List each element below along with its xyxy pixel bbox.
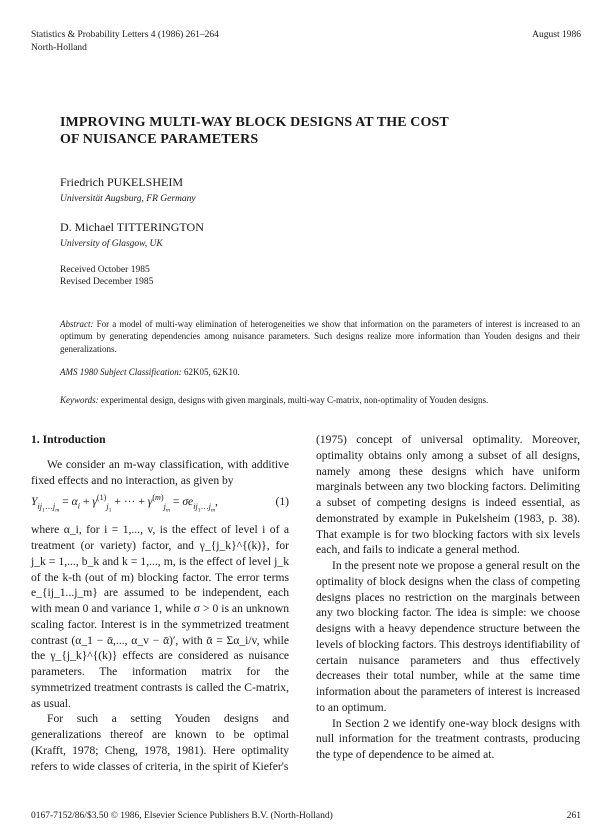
paper-title-line-2: OF NUISANCE PARAMETERS bbox=[60, 132, 259, 147]
intro-paragraph-4: (1975) concept of universal optimality. Moreover, optimality obtains only among a subset of all designs, namely among these designs which have uniform marginals between any two blocking factors. Delimiting a subset of competing designs is indeed essential, as demonstrated by example in Pukelsheim (1983, p. 38). That example is for two blocking factors with six levels each, and fails to indicate a general method. bbox=[316, 433, 580, 557]
intro-paragraph-2: where α_i, for i = 1,..., v, is the effect of level i of a treatment (or variety) factor, and γ_{j_k}^{(k)}, for j_k = 1,..., b_k and k = 1,..., m, is the effect of level j_k of the k-th (out of m) blocking factor. The error terms e_{ij_1...j_m} are assumed to be independent, each with mean 0 and variance 1, while σ > 0 is an unknown scaling factor. Interest is in the symmetrized treatment contrast (α_1 − ᾱ,..., α_v − ᾱ)′, with ᾱ = Σα_i/v, while the γ_{j_k}^{(k)} effects are considered as nuisance parameters. The information matrix for the symmetrized treatment contrasts is called the C-matrix, as usual. bbox=[31, 523, 289, 710]
intro-paragraph-6: In Section 2 we identify one-way block designs with null information for the treatment contrasts, producing the type of dependence to be aimed at. bbox=[316, 716, 580, 761]
keywords-text: experimental design, designs with given marginals, multi-way C-matrix, non-optimality of Youden designs. bbox=[100, 395, 489, 405]
abstract-text: For a model of multi-way elimination of heterogeneities we show that information on the parameters of interest is increased to an optimum by generating dependencies among nuisance parameters. Such designs realize more information than Youden designs and their generalizations. bbox=[60, 319, 580, 354]
revised-date: Revised December 1985 bbox=[60, 277, 154, 287]
author-2-affiliation: University of Glasgow, UK bbox=[60, 239, 163, 249]
keywords-label: Keywords: bbox=[60, 395, 99, 405]
received-date: Received October 1985 bbox=[60, 265, 150, 275]
publisher: North-Holland bbox=[31, 43, 87, 53]
section-heading: 1. Introduction bbox=[31, 433, 106, 446]
issue-date: August 1986 bbox=[532, 30, 581, 40]
intro-paragraph-1: We consider an m-way classification, with additive fixed effects and no interaction, as given by bbox=[31, 457, 289, 487]
ams-label: AMS 1980 Subject Classification: bbox=[60, 367, 182, 377]
equation-1: $Y_{ij_1\dots j_m} = \alpha_i + \gamma^{(1)}_{j_1}$ + ··· + $\gamma^{(m)}_{j_m} = \sigma e_{ij_1\dots j_m}$, (1) bbox=[31, 493, 289, 514]
author-1-name: Friedrich PUKELSHEIM bbox=[60, 175, 183, 189]
intro-paragraph-3: For such a setting Youden designs and generalizations thereof are known to be optimal (Krafft, 1978; Cheng, 1978, 1981). Here optimality refers to wide classes of criteria, in the spirit of Kiefer's bbox=[31, 712, 289, 773]
intro-paragraph-5: In the present note we propose a general result on the optimality of block designs when the class of competing designs places no restriction on the marginals between any two blocking factor. The idea is simple: we choose designs with a heavy dependence structure between the levels of blocking factors. This destroys identifiability of certain nuisance parameters and thus effectively decreases their total number, while at the same time information about the parameters of interest is increased to an optimum. bbox=[316, 559, 580, 714]
abstract bbox=[60, 318, 580, 355]
equation-number: (1) bbox=[275, 495, 289, 509]
page-number: 261 bbox=[566, 811, 581, 821]
author-2-name: D. Michael TITTERINGTON bbox=[60, 220, 204, 234]
abstract-label: Abstract: bbox=[60, 319, 94, 329]
ams-codes: 62K05, 62K10. bbox=[184, 367, 240, 377]
author-1-affiliation: Universität Augsburg, FR Germany bbox=[60, 194, 196, 204]
paper-title-line-1: IMPROVING MULTI-WAY BLOCK DESIGNS AT THE COST bbox=[60, 115, 449, 130]
left-column bbox=[31, 432, 289, 774]
right-column bbox=[316, 432, 580, 763]
journal-citation: Statistics & Probability Letters 4 (1986) 261–264 bbox=[31, 30, 219, 40]
ams-classification bbox=[60, 366, 580, 378]
copyright-line: 0167-7152/86/$3.50 © 1986, Elsevier Science Publishers B.V. (North-Holland) bbox=[31, 811, 333, 821]
keywords bbox=[60, 394, 580, 406]
